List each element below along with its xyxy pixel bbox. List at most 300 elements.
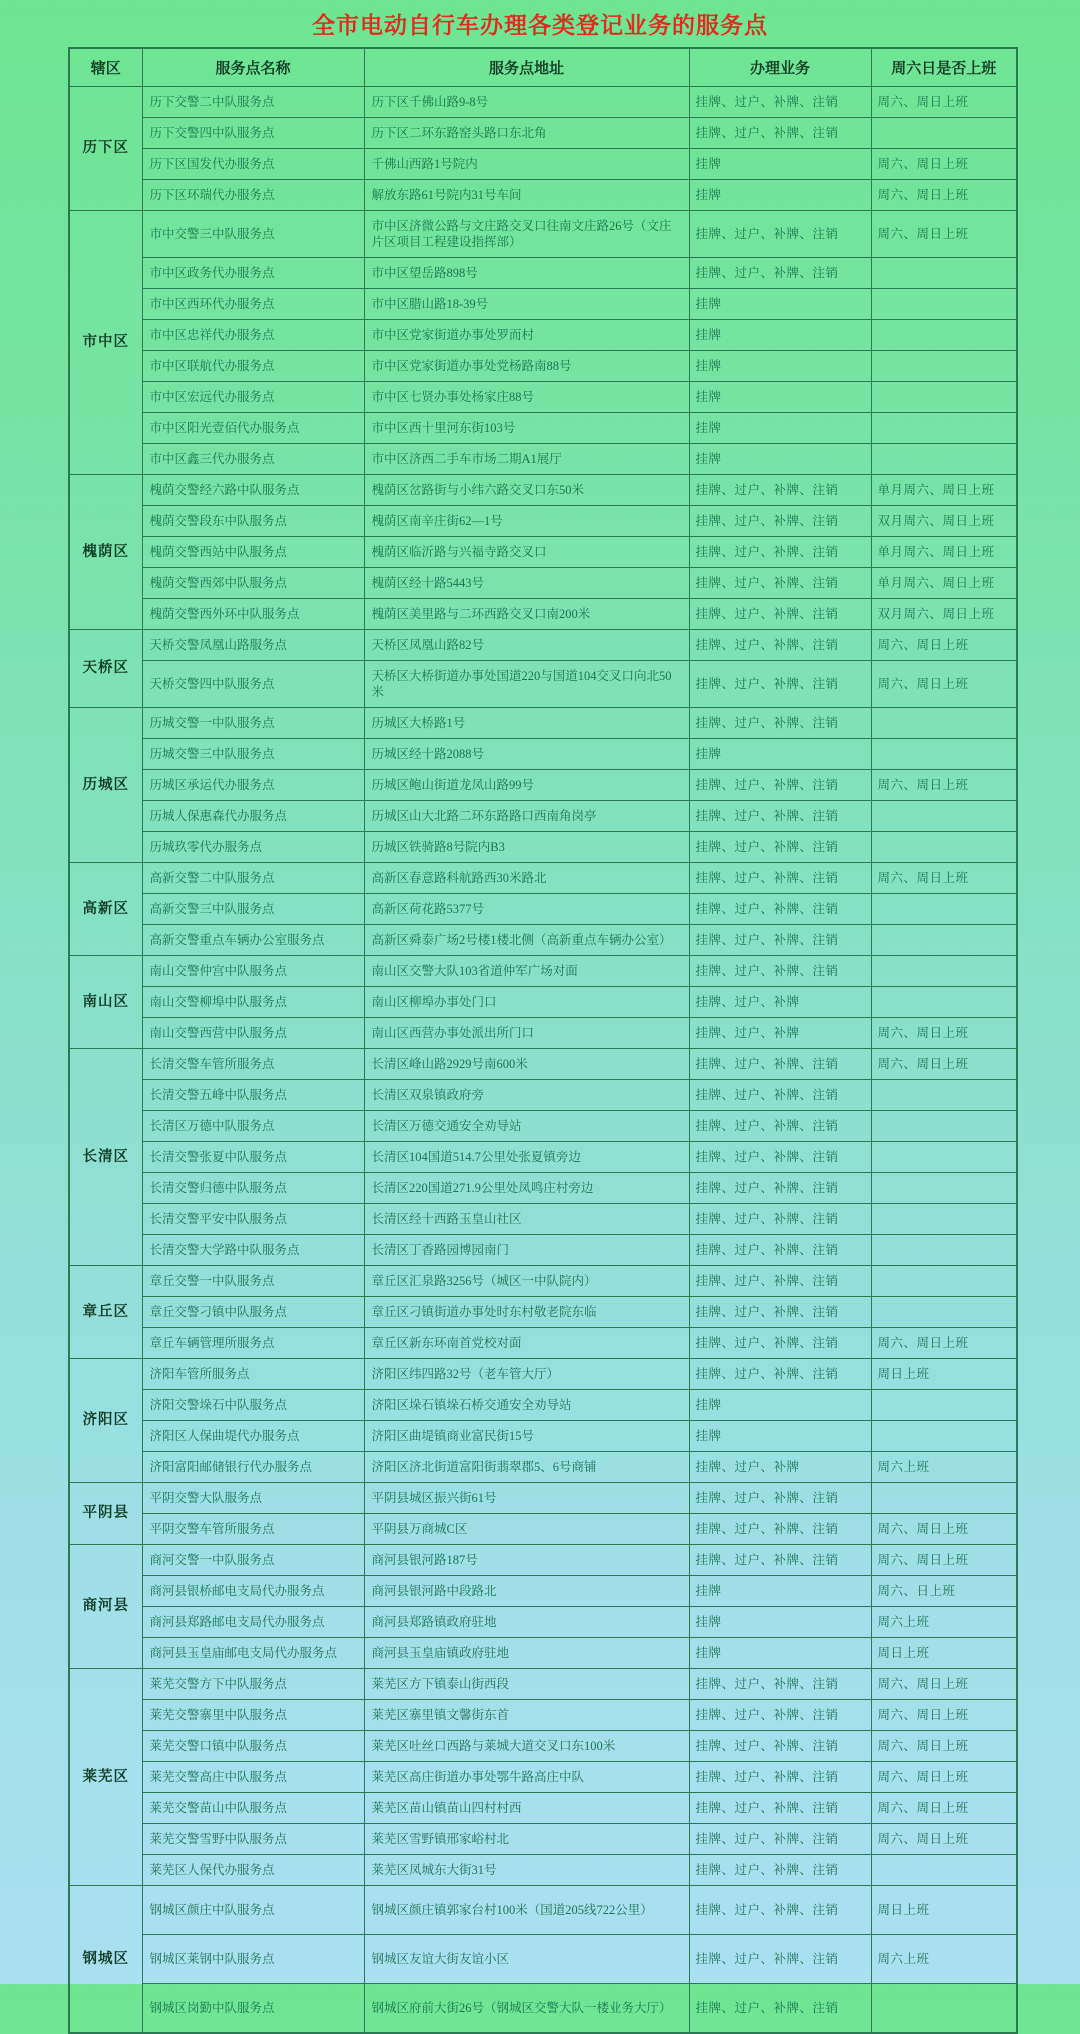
business-cell: 挂牌、过户、补牌、注销	[689, 1984, 871, 2034]
weekend-cell	[871, 320, 1017, 351]
weekend-cell: 周六、周日上班	[871, 1018, 1017, 1049]
column-header-service-name: 服务点名称	[142, 48, 364, 87]
service-name-cell: 市中区阳光壹佰代办服务点	[142, 413, 364, 444]
business-cell: 挂牌、过户、补牌、注销	[689, 506, 871, 537]
weekend-cell: 周六、周日上班	[871, 149, 1017, 180]
business-cell: 挂牌、过户、补牌、注销	[689, 630, 871, 661]
service-name-cell: 商河县玉皇庙邮电支局代办服务点	[142, 1638, 364, 1669]
weekend-cell: 周六、周日上班	[871, 1514, 1017, 1545]
service-name-cell: 历下交警二中队服务点	[142, 87, 364, 118]
table-row	[69, 1607, 1017, 1638]
district-group	[69, 1545, 1017, 1669]
weekend-cell: 周六、周日上班	[871, 1762, 1017, 1793]
service-name-cell: 槐荫交警西外环中队服务点	[142, 599, 364, 630]
service-name-cell: 章丘交警一中队服务点	[142, 1266, 364, 1297]
weekend-cell	[871, 1390, 1017, 1421]
page-title: 全市电动自行车办理各类登记业务的服务点	[312, 13, 768, 39]
address-cell: 莱芜区吐丝口西路与莱城大道交叉口东100米	[364, 1731, 689, 1762]
table-row	[69, 537, 1017, 568]
weekend-cell	[871, 258, 1017, 289]
table-row	[69, 925, 1017, 956]
table-row	[69, 289, 1017, 320]
weekend-cell: 周日上班	[871, 1886, 1017, 1935]
weekend-cell: 周日上班	[871, 1359, 1017, 1390]
weekend-cell	[871, 1483, 1017, 1514]
weekend-cell: 周六、周日上班	[871, 211, 1017, 258]
service-name-cell: 莱芜交警方下中队服务点	[142, 1669, 364, 1700]
weekend-cell	[871, 118, 1017, 149]
weekend-cell: 周六、周日上班	[871, 1731, 1017, 1762]
business-cell: 挂牌、过户、补牌	[689, 1018, 871, 1049]
district-group	[69, 87, 1017, 211]
business-cell: 挂牌、过户、补牌、注销	[689, 1173, 871, 1204]
address-cell: 莱芜区高庄街道办事处鄂牛路高庄中队	[364, 1762, 689, 1793]
weekend-cell	[871, 1421, 1017, 1452]
weekend-cell	[871, 1080, 1017, 1111]
table-row	[69, 739, 1017, 770]
business-cell: 挂牌、过户、补牌、注销	[689, 1204, 871, 1235]
table-row	[69, 956, 1017, 987]
service-name-cell: 钢城区岗勤中队服务点	[142, 1984, 364, 2034]
column-header-business: 办理业务	[689, 48, 871, 87]
weekend-cell	[871, 1142, 1017, 1173]
table-row	[69, 149, 1017, 180]
address-cell: 市中区七贤办事处杨家庄88号	[364, 382, 689, 413]
table-row	[69, 1235, 1017, 1266]
weekend-cell: 周六上班	[871, 1452, 1017, 1483]
table-row	[69, 1390, 1017, 1421]
weekend-cell	[871, 1173, 1017, 1204]
service-name-cell: 天桥交警四中队服务点	[142, 661, 364, 708]
address-cell: 历城区经十路2088号	[364, 739, 689, 770]
table-header-row	[69, 48, 1017, 87]
column-header-weekend: 周六日是否上班	[871, 48, 1017, 87]
weekend-cell	[871, 925, 1017, 956]
business-cell: 挂牌、过户、补牌、注销	[689, 118, 871, 149]
address-cell: 千佛山西路1号院内	[364, 149, 689, 180]
table-row	[69, 1049, 1017, 1080]
service-name-cell: 章丘交警刁镇中队服务点	[142, 1297, 364, 1328]
weekend-cell	[871, 739, 1017, 770]
business-cell: 挂牌	[689, 320, 871, 351]
address-cell: 钢城区友谊大街友谊小区	[364, 1935, 689, 1984]
district-group	[69, 1049, 1017, 1266]
address-cell: 钢城区颜庄镇郭家台村100米（国道205线722公里）	[364, 1886, 689, 1935]
table-row	[69, 832, 1017, 863]
service-name-cell: 商河县银桥邮电支局代办服务点	[142, 1576, 364, 1607]
address-cell: 槐荫区岔路街与小纬六路交叉口东50米	[364, 475, 689, 506]
address-cell: 市中区腊山路18-39号	[364, 289, 689, 320]
table-row	[69, 320, 1017, 351]
weekend-cell	[871, 956, 1017, 987]
service-name-cell: 高新交警重点车辆办公室服务点	[142, 925, 364, 956]
weekend-cell: 周六上班	[871, 1607, 1017, 1638]
address-cell: 莱芜区苗山镇苗山四村村西	[364, 1793, 689, 1824]
table-row	[69, 1700, 1017, 1731]
weekend-cell: 周六、周日上班	[871, 87, 1017, 118]
weekend-cell: 周日上班	[871, 1638, 1017, 1669]
address-cell: 济阳区曲堤镇商业富民街15号	[364, 1421, 689, 1452]
weekend-cell	[871, 413, 1017, 444]
business-cell: 挂牌、过户、补牌、注销	[689, 770, 871, 801]
weekend-cell	[871, 801, 1017, 832]
address-cell: 长清区220国道271.9公里处凤鸣庄村旁边	[364, 1173, 689, 1204]
table-row	[69, 413, 1017, 444]
service-name-cell: 历城交警一中队服务点	[142, 708, 364, 739]
business-cell: 挂牌、过户、补牌、注销	[689, 475, 871, 506]
address-cell: 槐荫区美里路与二环西路交叉口南200米	[364, 599, 689, 630]
address-cell: 历下区千佛山路9-8号	[364, 87, 689, 118]
weekend-cell: 周六、周日上班	[871, 180, 1017, 211]
table-row	[69, 258, 1017, 289]
service-name-cell: 莱芜交警寨里中队服务点	[142, 1700, 364, 1731]
business-cell: 挂牌、过户、补牌、注销	[689, 1793, 871, 1824]
address-cell: 市中区望岳路898号	[364, 258, 689, 289]
service-name-cell: 市中区政务代办服务点	[142, 258, 364, 289]
table-row	[69, 1452, 1017, 1483]
business-cell: 挂牌、过户、补牌、注销	[689, 1886, 871, 1935]
service-name-cell: 长清交警大学路中队服务点	[142, 1235, 364, 1266]
weekend-cell	[871, 1204, 1017, 1235]
business-cell: 挂牌	[689, 180, 871, 211]
business-cell: 挂牌	[689, 413, 871, 444]
business-cell: 挂牌	[689, 1421, 871, 1452]
weekend-cell: 周六、周日上班	[871, 661, 1017, 708]
service-name-cell: 历城人保惠森代办服务点	[142, 801, 364, 832]
weekend-cell: 周六、周日上班	[871, 630, 1017, 661]
weekend-cell: 周六、周日上班	[871, 1793, 1017, 1824]
district-cell: 莱芜区	[69, 1669, 142, 1886]
district-cell: 天桥区	[69, 630, 142, 708]
table-row	[69, 1984, 1017, 2034]
business-cell: 挂牌、过户、补牌	[689, 1452, 871, 1483]
district-cell: 长清区	[69, 1049, 142, 1266]
table-row	[69, 382, 1017, 413]
service-name-cell: 历下区国发代办服务点	[142, 149, 364, 180]
table-row	[69, 708, 1017, 739]
business-cell: 挂牌、过户、补牌、注销	[689, 1266, 871, 1297]
weekend-cell: 周六、日上班	[871, 1576, 1017, 1607]
business-cell: 挂牌	[689, 149, 871, 180]
address-cell: 莱芜区凤城东大街31号	[364, 1855, 689, 1886]
business-cell: 挂牌、过户、补牌、注销	[689, 1700, 871, 1731]
address-cell: 南山区交警大队103省道仲军广场对面	[364, 956, 689, 987]
service-name-cell: 市中区鑫三代办服务点	[142, 444, 364, 475]
table-row	[69, 118, 1017, 149]
weekend-cell	[871, 1984, 1017, 2034]
service-name-cell: 市中区西环代办服务点	[142, 289, 364, 320]
business-cell: 挂牌、过户、补牌、注销	[689, 258, 871, 289]
business-cell: 挂牌、过户、补牌、注销	[689, 1111, 871, 1142]
service-name-cell: 历下区环瑞代办服务点	[142, 180, 364, 211]
address-cell: 平阴县城区振兴街61号	[364, 1483, 689, 1514]
weekend-cell: 周六、周日上班	[871, 1824, 1017, 1855]
weekend-cell: 周六、周日上班	[871, 1049, 1017, 1080]
business-cell: 挂牌、过户、补牌、注销	[689, 1049, 871, 1080]
service-name-cell: 市中区联航代办服务点	[142, 351, 364, 382]
table-row	[69, 987, 1017, 1018]
service-name-cell: 长清交警平安中队服务点	[142, 1204, 364, 1235]
address-cell: 解放东路61号院内31号车间	[364, 180, 689, 211]
address-cell: 市中区西十里河东街103号	[364, 413, 689, 444]
service-name-cell: 钢城区莱钢中队服务点	[142, 1935, 364, 1984]
address-cell: 历下区二环东路窑头路口东北角	[364, 118, 689, 149]
table-row	[69, 599, 1017, 630]
business-cell: 挂牌、过户、补牌、注销	[689, 956, 871, 987]
address-cell: 市中区济西二手车市场二期A1展厅	[364, 444, 689, 475]
business-cell: 挂牌、过户、补牌、注销	[689, 1855, 871, 1886]
business-cell: 挂牌、过户、补牌、注销	[689, 211, 871, 258]
service-name-cell: 济阳车管所服务点	[142, 1359, 364, 1390]
district-group	[69, 1483, 1017, 1545]
table-row	[69, 351, 1017, 382]
weekend-cell: 单月周六、周日上班	[871, 537, 1017, 568]
weekend-cell	[871, 289, 1017, 320]
weekend-cell: 周六、周日上班	[871, 1328, 1017, 1359]
district-group	[69, 956, 1017, 1049]
service-name-cell: 历下交警四中队服务点	[142, 118, 364, 149]
business-cell: 挂牌、过户、补牌、注销	[689, 87, 871, 118]
address-cell: 历城区大桥路1号	[364, 708, 689, 739]
address-cell: 商河县郑路镇政府驻地	[364, 1607, 689, 1638]
service-name-cell: 长清交警张夏中队服务点	[142, 1142, 364, 1173]
business-cell: 挂牌、过户、补牌、注销	[689, 1762, 871, 1793]
business-cell: 挂牌	[689, 1576, 871, 1607]
table-row	[69, 1731, 1017, 1762]
table-row	[69, 568, 1017, 599]
business-cell: 挂牌、过户、补牌、注销	[689, 832, 871, 863]
business-cell: 挂牌、过户、补牌、注销	[689, 599, 871, 630]
weekend-cell	[871, 351, 1017, 382]
service-name-cell: 钢城区颜庄中队服务点	[142, 1886, 364, 1935]
address-cell: 历城区山大北路二环东路路口西南角岗亭	[364, 801, 689, 832]
district-group	[69, 1266, 1017, 1359]
business-cell: 挂牌、过户、补牌、注销	[689, 1483, 871, 1514]
address-cell: 南山区西营办事处派出所门口	[364, 1018, 689, 1049]
service-name-cell: 市中区宏远代办服务点	[142, 382, 364, 413]
district-cell: 市中区	[69, 211, 142, 475]
column-header-district: 辖区	[69, 48, 142, 87]
address-cell: 市中区党家街道办事处党杨路南88号	[364, 351, 689, 382]
service-name-cell: 商河县郑路邮电支局代办服务点	[142, 1607, 364, 1638]
business-cell: 挂牌、过户、补牌、注销	[689, 568, 871, 599]
district-group	[69, 475, 1017, 630]
business-cell: 挂牌、过户、补牌、注销	[689, 1731, 871, 1762]
table-row	[69, 1111, 1017, 1142]
weekend-cell: 单月周六、周日上班	[871, 475, 1017, 506]
address-cell: 莱芜区方下镇泰山街西段	[364, 1669, 689, 1700]
service-name-cell: 槐荫交警经六路中队服务点	[142, 475, 364, 506]
table-row	[69, 1793, 1017, 1824]
address-cell: 历城区鲍山街道龙凤山路99号	[364, 770, 689, 801]
table-row	[69, 1762, 1017, 1793]
service-name-cell: 商河交警一中队服务点	[142, 1545, 364, 1576]
address-cell: 济阳区纬四路32号（老车管大厅）	[364, 1359, 689, 1390]
service-name-cell: 长清交警车管所服务点	[142, 1049, 364, 1080]
business-cell: 挂牌	[689, 382, 871, 413]
address-cell: 槐荫区南辛庄街62—1号	[364, 506, 689, 537]
table-row	[69, 1669, 1017, 1700]
address-cell: 天桥区凤凰山路82号	[364, 630, 689, 661]
service-name-cell: 历城区承运代办服务点	[142, 770, 364, 801]
table-row	[69, 211, 1017, 258]
table-row	[69, 630, 1017, 661]
address-cell: 高新区舜泰广场2号楼1楼北侧（高新重点车辆办公室）	[364, 925, 689, 956]
weekend-cell	[871, 708, 1017, 739]
table-row	[69, 475, 1017, 506]
address-cell: 商河县银河路中段路北	[364, 1576, 689, 1607]
district-cell: 历城区	[69, 708, 142, 863]
district-group	[69, 1669, 1017, 1886]
table-row	[69, 1855, 1017, 1886]
weekend-cell	[871, 987, 1017, 1018]
table-row	[69, 1576, 1017, 1607]
service-name-cell: 市中区忠祥代办服务点	[142, 320, 364, 351]
business-cell: 挂牌、过户、补牌、注销	[689, 1935, 871, 1984]
district-group	[69, 211, 1017, 475]
district-cell: 章丘区	[69, 1266, 142, 1359]
table-row	[69, 894, 1017, 925]
table-row	[69, 87, 1017, 118]
service-name-cell: 南山交警西营中队服务点	[142, 1018, 364, 1049]
address-cell: 槐荫区经十路5443号	[364, 568, 689, 599]
weekend-cell: 双月周六、周日上班	[871, 506, 1017, 537]
service-name-cell: 槐荫交警西郊中队服务点	[142, 568, 364, 599]
address-cell: 长清区双泉镇政府旁	[364, 1080, 689, 1111]
business-cell: 挂牌、过户、补牌、注销	[689, 1080, 871, 1111]
table-row	[69, 770, 1017, 801]
business-cell: 挂牌、过户、补牌、注销	[689, 894, 871, 925]
business-cell: 挂牌、过户、补牌、注销	[689, 1545, 871, 1576]
address-cell: 长清区经十西路玉皇山社区	[364, 1204, 689, 1235]
service-name-cell: 长清交警归德中队服务点	[142, 1173, 364, 1204]
business-cell: 挂牌、过户、补牌、注销	[689, 863, 871, 894]
address-cell: 高新区春意路科航路西30米路北	[364, 863, 689, 894]
business-cell: 挂牌、过户、补牌、注销	[689, 537, 871, 568]
business-cell: 挂牌、过户、补牌、注销	[689, 1297, 871, 1328]
table-row	[69, 1359, 1017, 1390]
service-name-cell: 历城玖零代办服务点	[142, 832, 364, 863]
table-row	[69, 1824, 1017, 1855]
business-cell: 挂牌	[689, 351, 871, 382]
weekend-cell: 周六、周日上班	[871, 863, 1017, 894]
service-name-cell: 长清区万德中队服务点	[142, 1111, 364, 1142]
service-name-cell: 莱芜交警高庄中队服务点	[142, 1762, 364, 1793]
address-cell: 济阳区垛石镇垛石桥交通安全劝导站	[364, 1390, 689, 1421]
district-group	[69, 863, 1017, 956]
service-name-cell: 市中交警三中队服务点	[142, 211, 364, 258]
business-cell: 挂牌	[689, 289, 871, 320]
weekend-cell	[871, 832, 1017, 863]
table-row	[69, 1514, 1017, 1545]
district-cell: 钢城区	[69, 1886, 142, 2034]
column-header-address: 服务点地址	[364, 48, 689, 87]
table-row	[69, 1421, 1017, 1452]
table-row	[69, 1297, 1017, 1328]
address-cell: 高新区荷花路5377号	[364, 894, 689, 925]
service-name-cell: 长清交警五峰中队服务点	[142, 1080, 364, 1111]
district-cell: 历下区	[69, 87, 142, 211]
weekend-cell	[871, 382, 1017, 413]
business-cell: 挂牌	[689, 1607, 871, 1638]
table-row	[69, 1638, 1017, 1669]
table-row	[69, 1266, 1017, 1297]
address-cell: 章丘区汇泉路3256号（城区一中队院内）	[364, 1266, 689, 1297]
service-name-cell: 济阳区人保曲堤代办服务点	[142, 1421, 364, 1452]
table-row	[69, 506, 1017, 537]
table-row	[69, 1328, 1017, 1359]
weekend-cell: 周六、周日上班	[871, 1669, 1017, 1700]
weekend-cell	[871, 894, 1017, 925]
address-cell: 莱芜区寨里镇文馨街东首	[364, 1700, 689, 1731]
table-row	[69, 1886, 1017, 1935]
table-row	[69, 444, 1017, 475]
weekend-cell	[871, 1855, 1017, 1886]
address-cell: 章丘区刁镇街道办事处时东村敬老院东临	[364, 1297, 689, 1328]
address-cell: 槐荫区临沂路与兴福寺路交叉口	[364, 537, 689, 568]
business-cell: 挂牌、过户、补牌、注销	[689, 1359, 871, 1390]
address-cell: 长清区万德交通安全劝导站	[364, 1111, 689, 1142]
business-cell: 挂牌、过户、补牌	[689, 987, 871, 1018]
table-row	[69, 1018, 1017, 1049]
service-name-cell: 济阳富阳邮储银行代办服务点	[142, 1452, 364, 1483]
address-cell: 长清区丁香路园博园南门	[364, 1235, 689, 1266]
table-row	[69, 661, 1017, 708]
district-group	[69, 630, 1017, 708]
address-cell: 商河县玉皇庙镇政府驻地	[364, 1638, 689, 1669]
address-cell: 平阴县万商城C区	[364, 1514, 689, 1545]
table-row	[69, 1204, 1017, 1235]
weekend-cell: 单月周六、周日上班	[871, 568, 1017, 599]
service-name-cell: 莱芜区人保代办服务点	[142, 1855, 364, 1886]
service-name-cell: 平阴交警大队服务点	[142, 1483, 364, 1514]
business-cell: 挂牌	[689, 1638, 871, 1669]
district-cell: 平阴县	[69, 1483, 142, 1545]
business-cell: 挂牌、过户、补牌、注销	[689, 1142, 871, 1173]
table-row	[69, 1080, 1017, 1111]
district-cell: 济阳区	[69, 1359, 142, 1483]
service-name-cell: 高新交警二中队服务点	[142, 863, 364, 894]
service-name-cell: 莱芜交警口镇中队服务点	[142, 1731, 364, 1762]
service-name-cell: 历城交警三中队服务点	[142, 739, 364, 770]
business-cell: 挂牌	[689, 739, 871, 770]
business-cell: 挂牌、过户、补牌、注销	[689, 801, 871, 832]
weekend-cell: 周六、周日上班	[871, 770, 1017, 801]
weekend-cell	[871, 1266, 1017, 1297]
service-name-cell: 天桥交警凤凰山路服务点	[142, 630, 364, 661]
address-cell: 历城区铁骑路8号院内B3	[364, 832, 689, 863]
business-cell: 挂牌	[689, 1390, 871, 1421]
table-row	[69, 1142, 1017, 1173]
address-cell: 长清区104国道514.7公里处张夏镇旁边	[364, 1142, 689, 1173]
service-name-cell: 南山交警柳埠中队服务点	[142, 987, 364, 1018]
district-cell: 高新区	[69, 863, 142, 956]
address-cell: 商河县银河路187号	[364, 1545, 689, 1576]
weekend-cell: 周六上班	[871, 1935, 1017, 1984]
weekend-cell	[871, 444, 1017, 475]
business-cell: 挂牌、过户、补牌、注销	[689, 1235, 871, 1266]
weekend-cell	[871, 1297, 1017, 1328]
weekend-cell: 周六、周日上班	[871, 1545, 1017, 1576]
business-cell: 挂牌、过户、补牌、注销	[689, 1514, 871, 1545]
address-cell: 市中区济微公路与文庄路交叉口往南文庄路26号（文庄片区项目工程建设指挥部）	[364, 211, 689, 258]
table-row	[69, 801, 1017, 832]
service-name-cell: 莱芜交警雪野中队服务点	[142, 1824, 364, 1855]
table-row	[69, 180, 1017, 211]
business-cell: 挂牌、过户、补牌、注销	[689, 661, 871, 708]
table-row	[69, 1173, 1017, 1204]
table-row	[69, 863, 1017, 894]
